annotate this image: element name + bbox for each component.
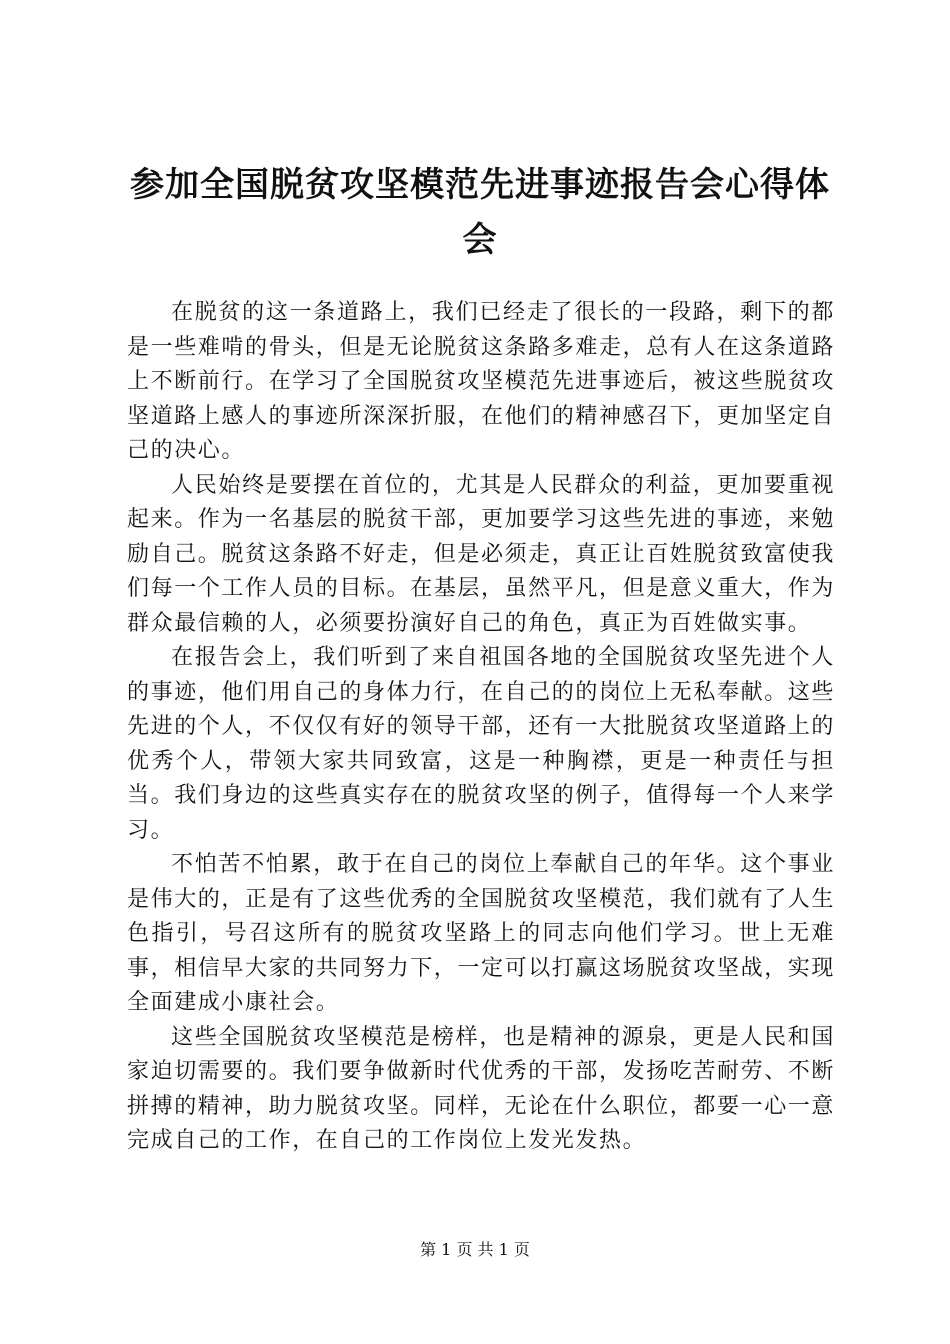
paragraph-3: 在报告会上，我们听到了来自祖国各地的全国脱贫攻坚先进个人的事迹，他们用自己的身体力行，在自己的的岗位上无私奉献。这些先进的个人，不仅仅有好的领导干部，还有一大批脱贫攻坚道路上的优秀个人，带领大家共同致富，这是一种胸襟，更是一种责任与担当。我们身边的这些真实存在的脱贫攻坚的例子，值得每一个人来学习。 bbox=[127, 645, 836, 843]
document-body bbox=[127, 296, 835, 1159]
paragraph-5: 这些全国脱贫攻坚模范是榜样，也是精神的源泉，更是人民和国家迫切需要的。我们要争做新时代优秀的干部，发扬吃苦耐劳、不断拼搏的精神，助力脱贫攻坚。同样，无论在什么职位，都要一心一意完成自己的工作，在自己的工作岗位上发光发热。 bbox=[127, 1024, 836, 1153]
paragraph-1: 在脱贫的这一条道路上，我们已经走了很长的一段路，剩下的都是一些难啃的骨头，但是无论脱贫这条路多难走，总有人在这条道路上不断前行。在学习了全国脱贫攻坚模范先进事迹后，被这些脱贫攻坚道路上感人的事迹所深深折服，在他们的精神感召下，更加坚定自己的决心。 bbox=[127, 300, 836, 463]
page-footer: 第 1 页 共 1 页 bbox=[420, 1240, 530, 1259]
paragraph-2: 人民始终是要摆在首位的，尤其是人民群众的利益，更加要重视起来。作为一名基层的脱贫干部，更加要学习这些先进的事迹，来勉励自己。脱贫这条路不好走，但是必须走，真正让百姓脱贫致富使我们每一个工作人员的目标。在基层，虽然平凡，但是意义重大，作为群众最信赖的人，必须要扮演好自己的角色，真正为百姓做实事。 bbox=[127, 472, 836, 636]
document-title: 参加全国脱贫攻坚模范先进事迹报告会心得体会 bbox=[130, 165, 830, 260]
paragraph-4: 不怕苦不怕累，敢于在自己的岗位上奉献自己的年华。这个事业是伟大的，正是有了这些优秀的全国脱贫攻坚模范，我们就有了人生色指引，号召这所有的脱贫攻坚路上的同志向他们学习。世上无难事，相信早大家的共同努力下，一定可以打赢这场脱贫攻坚战，实现全面建成小康社会。 bbox=[127, 852, 836, 1015]
